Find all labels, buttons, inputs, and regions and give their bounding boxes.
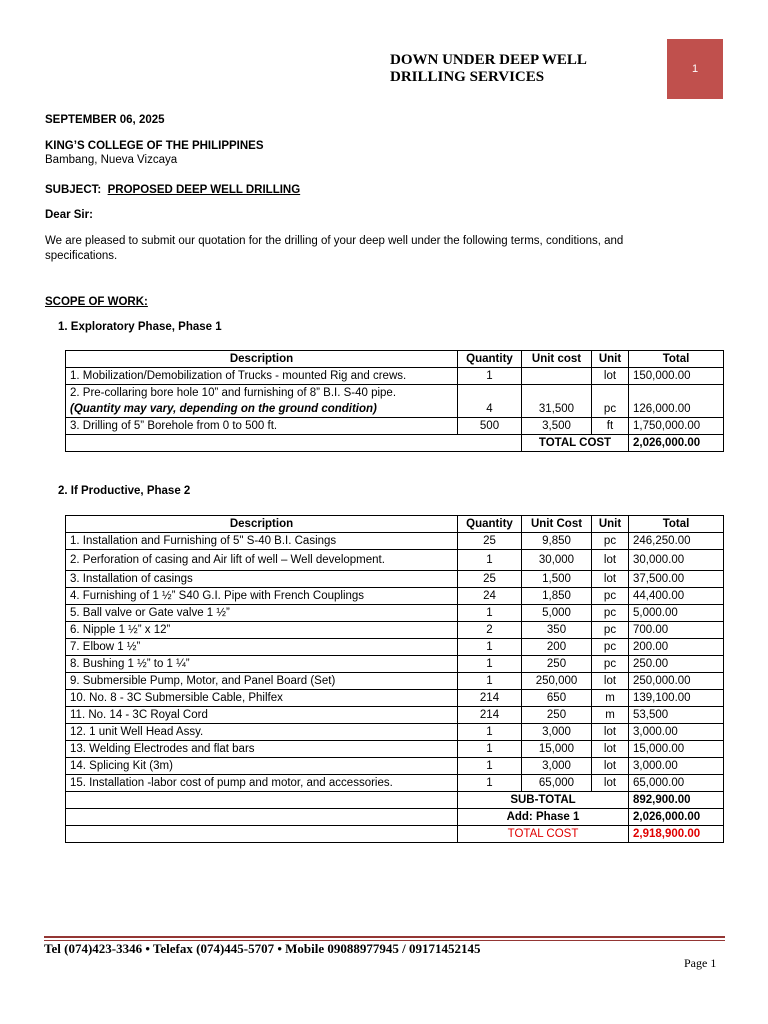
cell-unit-cost: 1,500: [522, 571, 592, 588]
cell-quantity: 25: [458, 571, 522, 588]
cell-unit: lot: [592, 741, 629, 758]
cell-quantity: [458, 385, 522, 402]
cell-unit-cost: 5,000: [522, 605, 592, 622]
cell-unit-cost: 250: [522, 707, 592, 724]
cell-description: 1. Mobilization/Demobilization of Trucks - mounted Rig and crews.: [66, 368, 458, 385]
header-unit: Unit: [592, 516, 629, 533]
cell-description: 1. Installation and Furnishing of 5" S-40 B.I. Casings: [66, 533, 458, 550]
cell-total: 30,000.00: [629, 550, 724, 571]
cell-unit-cost: 200: [522, 639, 592, 656]
cell-total: 150,000.00: [629, 368, 724, 385]
header-unit: Unit: [592, 351, 629, 368]
header-unit-cost: Unit cost: [522, 351, 592, 368]
page-badge: 1: [667, 39, 723, 99]
subject-line: [45, 183, 300, 198]
table-row: [66, 639, 724, 656]
table-row: [66, 605, 724, 622]
cell-description: 13. Welding Electrodes and flat bars: [66, 741, 458, 758]
cell-unit: pc: [592, 588, 629, 605]
cell-quantity: 1: [458, 639, 522, 656]
cell-total: 65,000.00: [629, 775, 724, 792]
cell-quantity: 1: [458, 550, 522, 571]
cell-unit: pc: [592, 401, 629, 418]
cell-unit-cost: 3,500: [522, 418, 592, 435]
cell-description: 12. 1 unit Well Head Assy.: [66, 724, 458, 741]
cell-total: 246,250.00: [629, 533, 724, 550]
table-row: [66, 533, 724, 550]
cell-unit: pc: [592, 533, 629, 550]
table-row: [66, 758, 724, 775]
table-row: [66, 418, 724, 435]
header-unit-cost: Unit Cost: [522, 516, 592, 533]
grand-total-value: 2,918,900.00: [629, 826, 724, 843]
cell-unit-cost: 350: [522, 622, 592, 639]
cell-unit: m: [592, 690, 629, 707]
cell-description: 15. Installation -labor cost of pump and motor, and accessories.: [66, 775, 458, 792]
cell-unit-cost: [522, 385, 592, 402]
cell-unit: lot: [592, 571, 629, 588]
cell-quantity: 1: [458, 775, 522, 792]
cell-total: 700.00: [629, 622, 724, 639]
cell-total: 3,000.00: [629, 724, 724, 741]
cell-quantity: 1: [458, 605, 522, 622]
cell-unit: ft: [592, 418, 629, 435]
cell-total: 126,000.00: [629, 401, 724, 418]
company-name-line1: DOWN UNDER DEEP WELL: [390, 52, 587, 68]
cell-description: 8. Bushing 1 ½” to 1 ¼”: [66, 656, 458, 673]
phase1-total-label: TOTAL COST: [522, 435, 629, 452]
cell-unit-cost: [522, 368, 592, 385]
cell-unit: pc: [592, 656, 629, 673]
body-line-2: specifications.: [45, 250, 118, 262]
table-row: [66, 622, 724, 639]
cell-quantity: 1: [458, 758, 522, 775]
cell-unit: lot: [592, 758, 629, 775]
cell-description: 2. Perforation of casing and Air lift of well – Well development.: [66, 550, 458, 571]
subtotal-label: SUB-TOTAL: [458, 792, 629, 809]
page-number: Page 1: [684, 956, 717, 970]
header-description: Description: [66, 516, 458, 533]
cell-total: 53,500: [629, 707, 724, 724]
cell-unit-cost: 15,000: [522, 741, 592, 758]
header-quantity: Quantity: [458, 351, 522, 368]
subject-text: PROPOSED DEEP WELL DRILLING: [107, 184, 301, 196]
table-row: [66, 588, 724, 605]
cell-unit-cost: 250: [522, 656, 592, 673]
cell-description: 7. Elbow 1 ½”: [66, 639, 458, 656]
cell-unit-cost: 1,850: [522, 588, 592, 605]
cell-unit: lot: [592, 368, 629, 385]
cell-unit: lot: [592, 550, 629, 571]
cell-unit-cost: 65,000: [522, 775, 592, 792]
table-row: [66, 385, 724, 402]
table-row: [66, 724, 724, 741]
add-phase1-value: 2,026,000.00: [629, 809, 724, 826]
table-row: [66, 401, 724, 418]
table-row: [66, 656, 724, 673]
grand-total-label: TOTAL COST: [458, 826, 629, 843]
footer-contact: Tel (074)423-3346 • Telefax (074)445-5707 • Mobile 09088977945 / 09171452145: [44, 941, 481, 956]
cell-total: 1,750,000.00: [629, 418, 724, 435]
cell-total: 200.00: [629, 639, 724, 656]
table-row: [66, 571, 724, 588]
cell-unit-cost: 9,850: [522, 533, 592, 550]
salutation: Dear Sir:: [45, 209, 93, 221]
cell-quantity: 1: [458, 673, 522, 690]
phase2-body: [66, 533, 724, 792]
cell-unit-cost: 3,000: [522, 758, 592, 775]
table-row: [66, 741, 724, 758]
header-quantity: Quantity: [458, 516, 522, 533]
cell-unit: lot: [592, 724, 629, 741]
cell-unit-cost: 30,000: [522, 550, 592, 571]
phase1-header-row: [66, 351, 724, 368]
cell-total: 44,400.00: [629, 588, 724, 605]
table-row: [66, 673, 724, 690]
cell-description: 3. Installation of casings: [66, 571, 458, 588]
cell-description: 11. No. 14 - 3C Royal Cord: [66, 707, 458, 724]
cell-quantity: 214: [458, 690, 522, 707]
cell-total: 37,500.00: [629, 571, 724, 588]
phase2-title: 2. If Productive, Phase 2: [58, 485, 191, 497]
cell-unit: lot: [592, 775, 629, 792]
cell-quantity: 25: [458, 533, 522, 550]
phase1-total-row: [66, 435, 724, 452]
cell-unit-cost: 3,000: [522, 724, 592, 741]
phase2-subtotal-row: [66, 792, 724, 809]
cell-total: [629, 385, 724, 402]
header-total: Total: [629, 516, 724, 533]
subtotal-value: 892,900.00: [629, 792, 724, 809]
cell-unit-cost: 31,500: [522, 401, 592, 418]
company-name-line2: DRILLING SERVICES: [390, 69, 545, 85]
cell-description: 6. Nipple 1 ½” x 12”: [66, 622, 458, 639]
cell-description: 10. No. 8 - 3C Submersible Cable, Philfex: [66, 690, 458, 707]
cell-quantity: 4: [458, 401, 522, 418]
scope-title: SCOPE OF WORK:: [45, 296, 148, 308]
company-name: [390, 52, 587, 86]
header-description: Description: [66, 351, 458, 368]
phase1-table: [65, 350, 724, 452]
cell-quantity: 500: [458, 418, 522, 435]
cell-description: 9. Submersible Pump, Motor, and Panel Board (Set): [66, 673, 458, 690]
footer-rule: [44, 936, 725, 938]
subject-label: SUBJECT:: [45, 184, 102, 196]
cell-total: 250,000.00: [629, 673, 724, 690]
cell-unit: [592, 385, 629, 402]
recipient-address: Bambang, Nueva Vizcaya: [45, 154, 178, 166]
phase2-total-row: [66, 826, 724, 843]
cell-unit: lot: [592, 673, 629, 690]
cell-description: 5. Ball valve or Gate valve 1 ½”: [66, 605, 458, 622]
phase2-header-row: [66, 516, 724, 533]
phase1-total-value: 2,026,000.00: [629, 435, 724, 452]
cell-unit: m: [592, 707, 629, 724]
phase2-add-row: [66, 809, 724, 826]
cell-unit: pc: [592, 622, 629, 639]
recipient-name: KING’S COLLEGE OF THE PHILIPPINES: [45, 140, 264, 152]
cell-quantity: 1: [458, 368, 522, 385]
cell-total: 139,100.00: [629, 690, 724, 707]
body-paragraph: [45, 234, 623, 264]
cell-total: 5,000.00: [629, 605, 724, 622]
table-row: [66, 550, 724, 571]
cell-description: (Quantity may vary, depending on the ground condition): [66, 401, 458, 418]
cell-quantity: 1: [458, 724, 522, 741]
table-row: [66, 690, 724, 707]
cell-quantity: 2: [458, 622, 522, 639]
cell-quantity: 24: [458, 588, 522, 605]
cell-unit-cost: 250,000: [522, 673, 592, 690]
cell-description: 3. Drilling of 5” Borehole from 0 to 500 ft.: [66, 418, 458, 435]
letter-date: SEPTEMBER 06, 2025: [45, 114, 165, 126]
cell-quantity: 214: [458, 707, 522, 724]
cell-description: 2. Pre-collaring bore hole 10” and furnishing of 8” B.I. S-40 pipe.: [66, 385, 458, 402]
cell-unit: pc: [592, 605, 629, 622]
cell-unit: pc: [592, 639, 629, 656]
cell-total: 250.00: [629, 656, 724, 673]
add-phase1-label: Add: Phase 1: [458, 809, 629, 826]
phase2-table: [65, 515, 724, 843]
cell-total: 3,000.00: [629, 758, 724, 775]
phase1-title: 1. Exploratory Phase, Phase 1: [58, 321, 222, 333]
table-row: [66, 775, 724, 792]
cell-unit-cost: 650: [522, 690, 592, 707]
table-row: [66, 368, 724, 385]
body-line-1: We are pleased to submit our quotation for the drilling of your deep well under the following terms, conditions, and: [45, 235, 624, 247]
cell-quantity: 1: [458, 656, 522, 673]
cell-description: 14. Splicing Kit (3m): [66, 758, 458, 775]
cell-description: 4. Furnishing of 1 ½” S40 G.I. Pipe with French Couplings: [66, 588, 458, 605]
cell-quantity: 1: [458, 741, 522, 758]
header-total: Total: [629, 351, 724, 368]
table-row: [66, 707, 724, 724]
cell-total: 15,000.00: [629, 741, 724, 758]
